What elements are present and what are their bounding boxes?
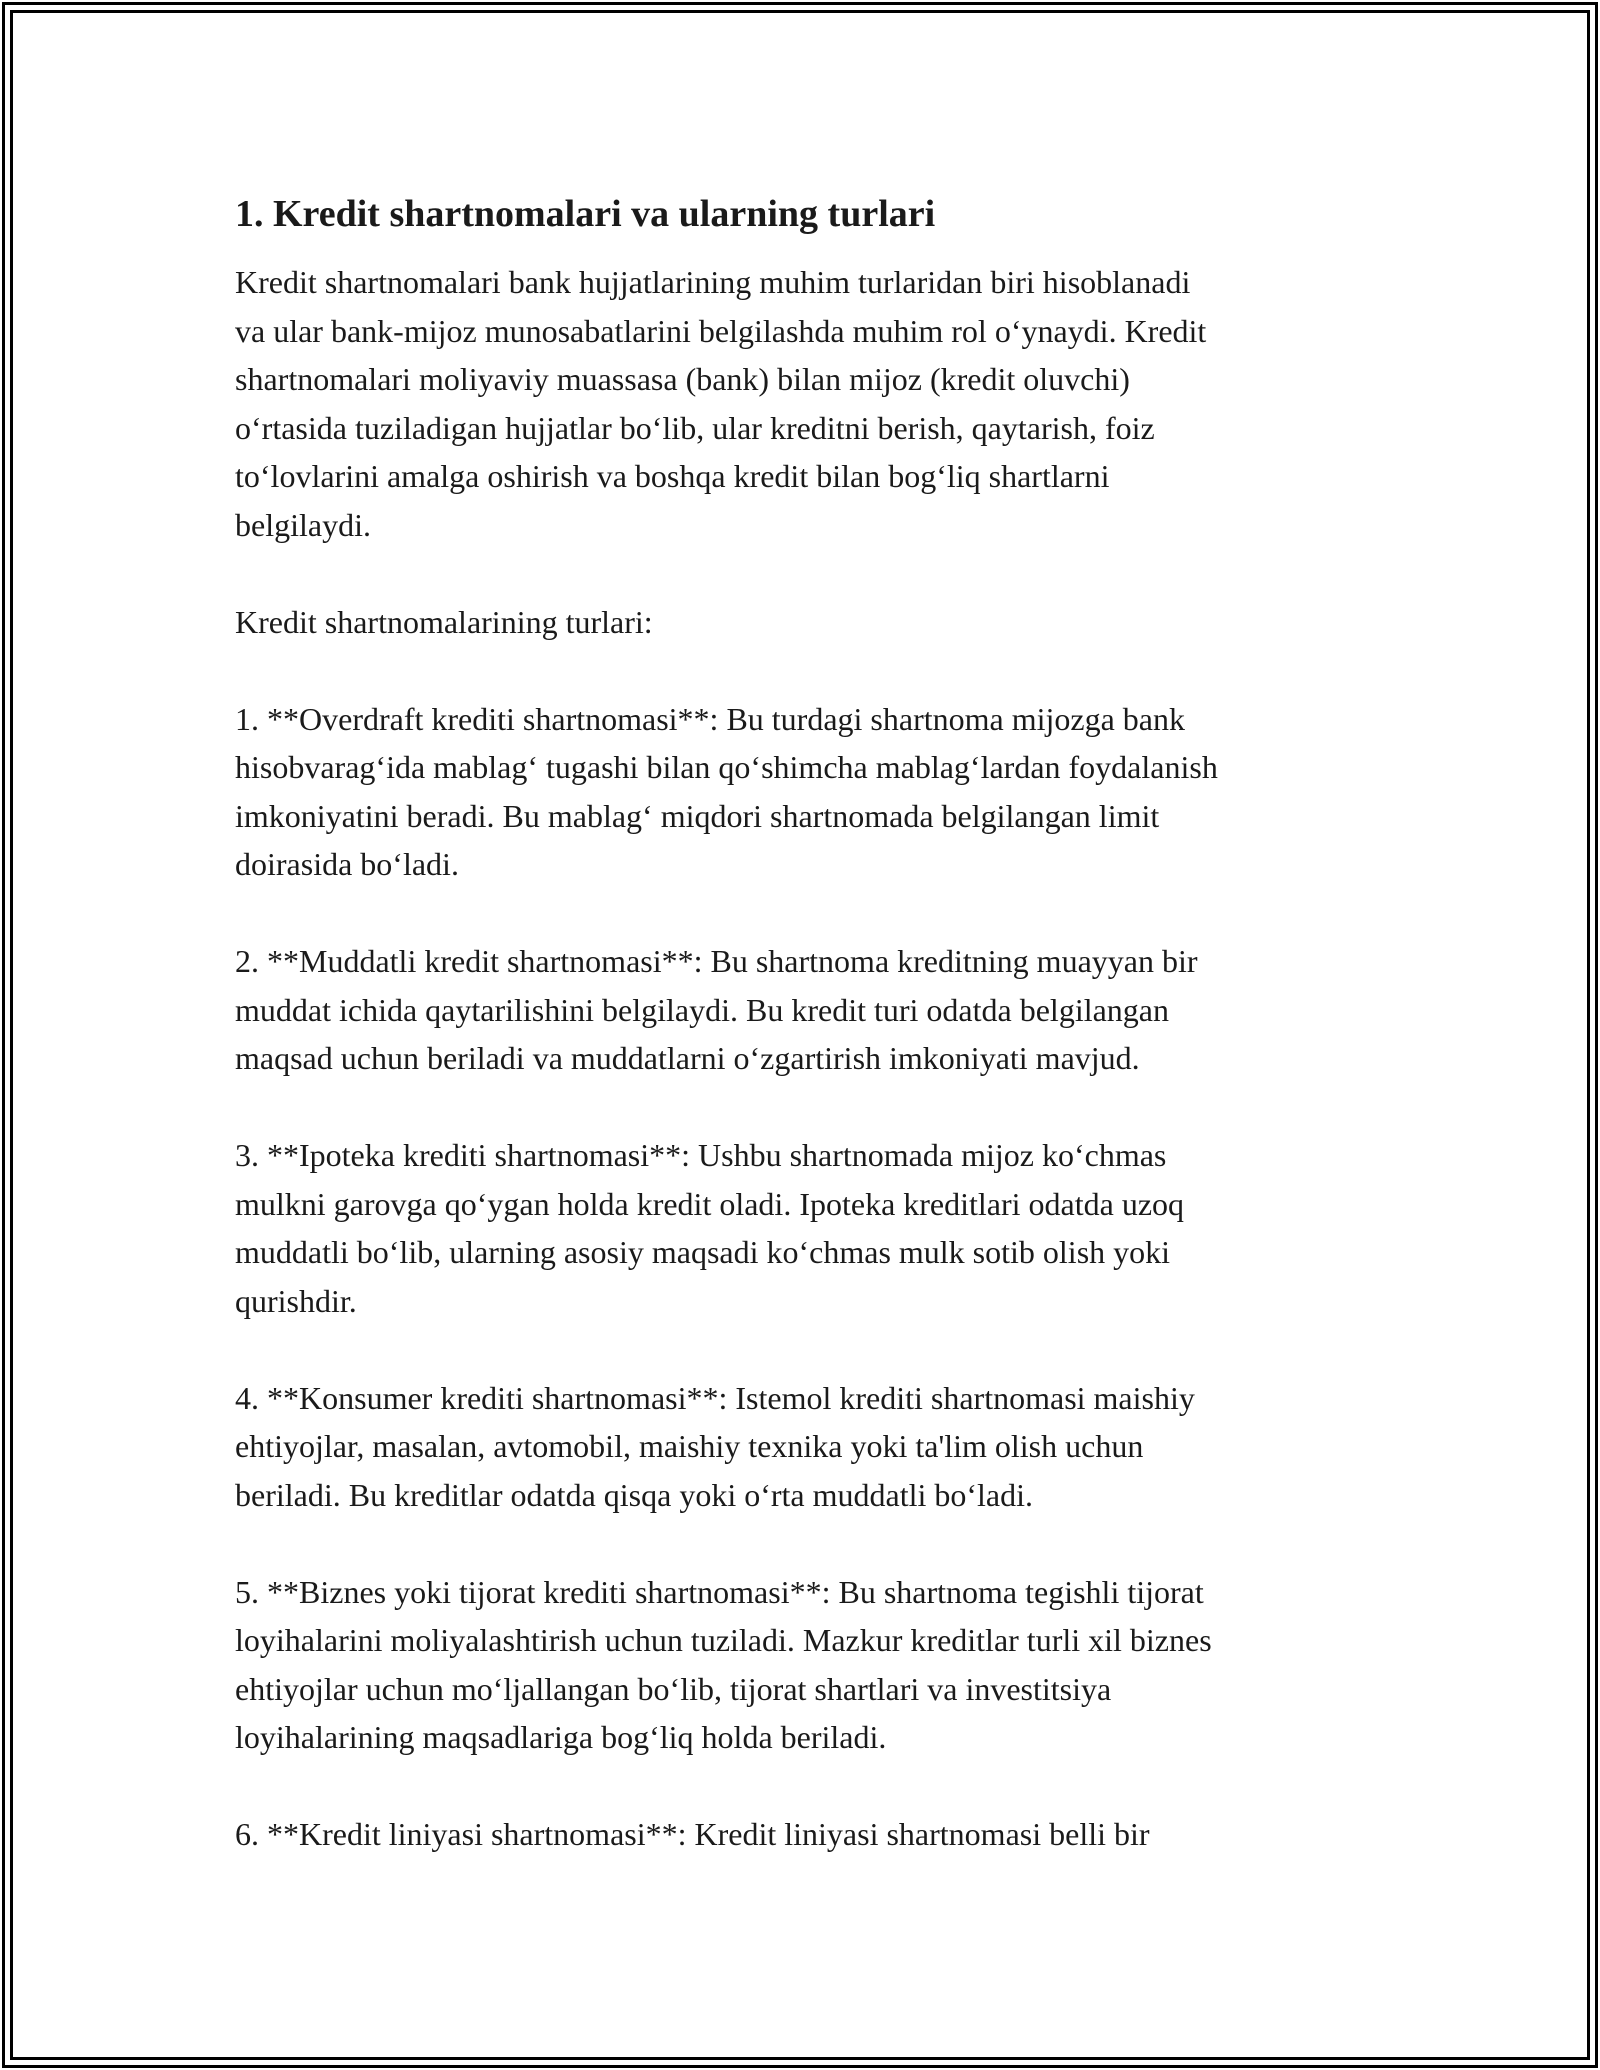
list-item-consumer: 4. **Konsumer krediti shartnomasi**: Istemol krediti shartnomasi maishiy ehtiyojlar, masalan, avtomobil, maishiy texnika yoki ta'lim olish uchun beriladi. Bu kreditlar odatda qisqa yoki o‘rta muddatli bo‘ladi. <box>235 1379 1195 1513</box>
intro-paragraph: Kredit shartnomalari bank hujjatlarining muhim turlaridan biri hisoblanadi va ular bank-mijoz munosabatlarini belgilashda muhim rol o‘ynaydi. Kredit shartnomalari moliyaviy muassasa (bank) bilan mijoz (kredit oluvchi) o‘rtasida tuziladigan hujjatlar bo‘lib, ular kreditni berish, qaytarish, foiz to‘lovlarini amalga oshirish va boshqa kredit bilan bog‘liq shartlarni belgilaydi. <box>235 264 1207 543</box>
document-body <box>235 188 1385 1907</box>
list-item-business: 5. **Biznes yoki tijorat krediti shartnomasi**: Bu shartnoma tegishli tijorat loyihalarini moliyalashtirish uchun tuziladi. Mazkur kreditlar turli xil biznes ehtiyojlar uchun mo‘ljallangan bo‘lib, tijorat shartlari va investitsiya loyihalarining maqsadlariga bog‘liq holda beriladi. <box>235 1573 1212 1755</box>
list-item-mortgage: 3. **Ipoteka krediti shartnomasi**: Ushbu shartnomada mijoz ko‘chmas mulkni garovga qo‘ygan holda kredit oladi. Ipoteka kreditlari odatda uzoq muddatli bo‘lib, ularning asosiy maqsadi ko‘chmas mulk sotib olish yoki qurishdir. <box>235 1137 1185 1319</box>
list-item-overdraft: 1. **Overdraft krediti shartnomasi**: Bu turdagi shartnoma mijozga bank hisobvarag‘ida mablag‘ tugashi bilan qo‘shimcha mablag‘lardan foydalanish imkoniyatini beradi. Bu mablag‘ miqdori shartnomada belgilangan limit doirasida bo‘ladi. <box>235 700 1218 882</box>
list-item-credit-line: 6. **Kredit liniyasi shartnomasi**: Kredit liniyasi shartnomasi belli bir <box>235 1816 1150 1852</box>
list-item-term-credit: 2. **Muddatli kredit shartnomasi**: Bu shartnoma kreditning muayyan bir muddat ichida qaytarilishini belgilaydi. Bu kredit turi odatda belgilangan maqsad uchun beriladi va muddatlarni o‘zgartirish imkoniyati mavjud. <box>235 943 1198 1076</box>
page-title: 1. Kredit shartnomalari va ularning turlari <box>235 193 936 235</box>
types-heading-paragraph: Kredit shartnomalarining turlari: <box>235 603 653 640</box>
